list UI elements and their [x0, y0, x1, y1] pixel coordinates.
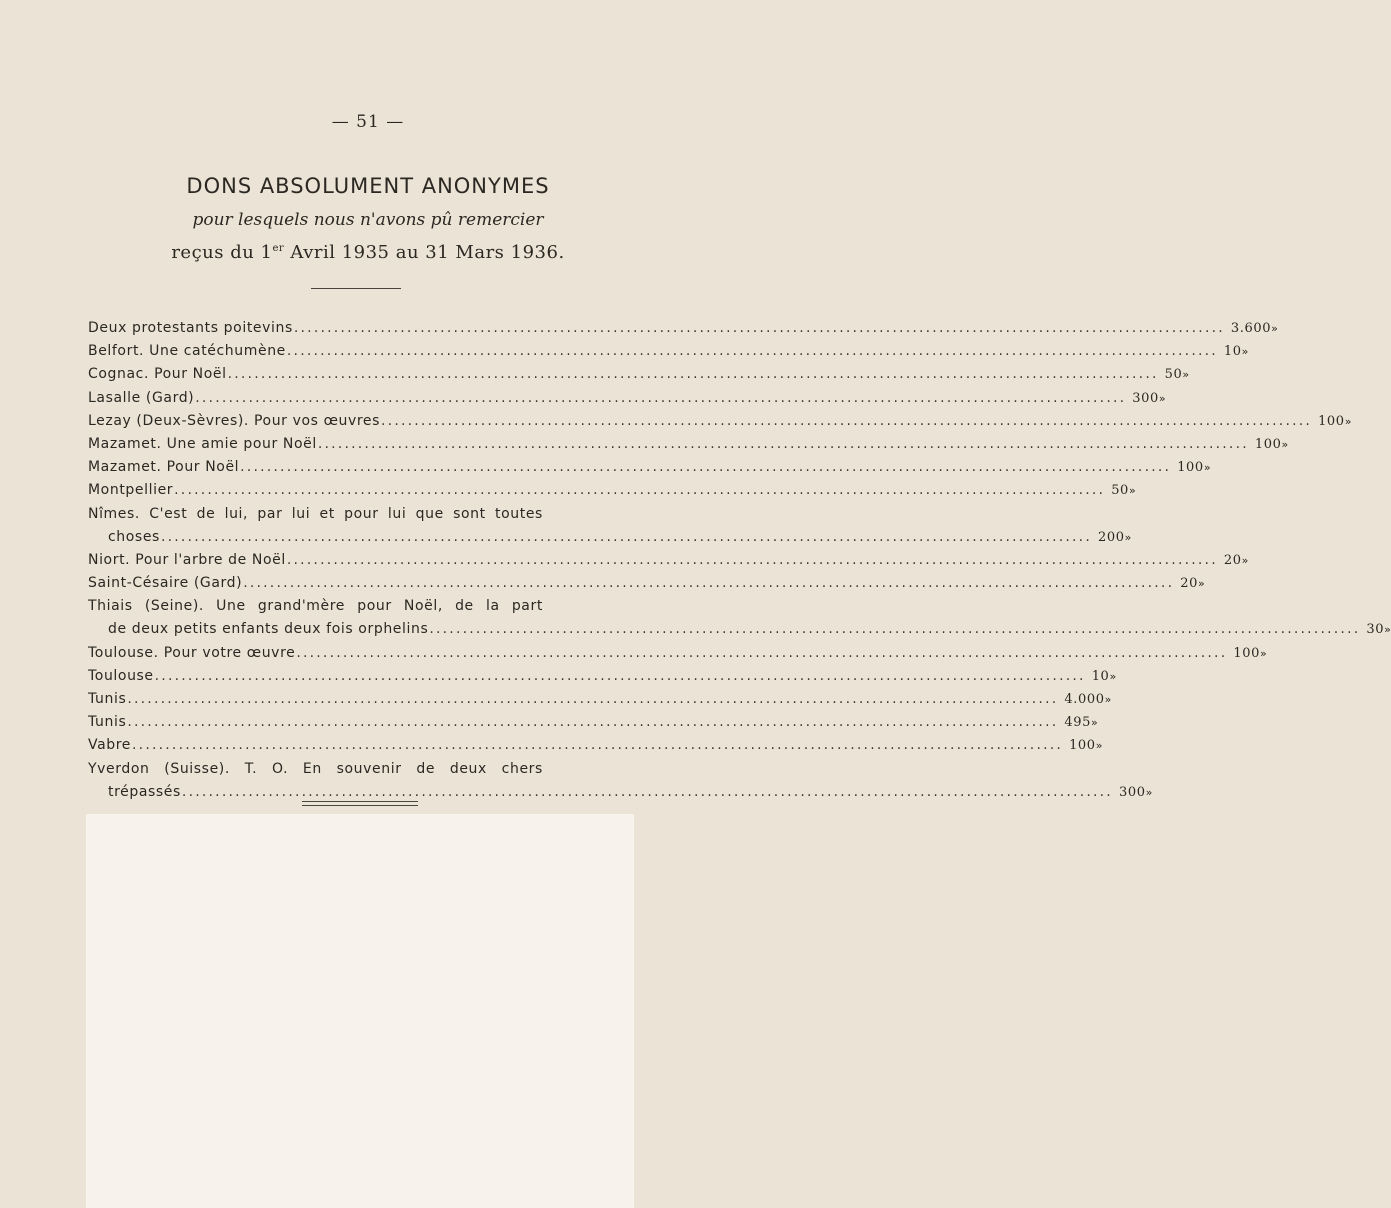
ditto-mark: » — [1203, 461, 1212, 475]
ditto-mark: » — [1091, 716, 1099, 730]
ditto-mark: » — [1281, 437, 1289, 451]
leader-dots: ............................................................................................................................................ — [286, 551, 1218, 568]
leader-dots: ............................................................................................................................................ — [240, 459, 1172, 476]
donation-amount: 100 — [1318, 413, 1345, 429]
donation-amount: 100 — [1069, 738, 1096, 754]
date-range-start: reçus du 1 — [171, 242, 273, 263]
donation-amount: 100 — [1233, 645, 1260, 661]
donation-label: Vabre — [88, 737, 132, 754]
ditto-mark: » — [1241, 553, 1249, 567]
donation-entry — [88, 340, 1250, 363]
donation-list — [88, 317, 1391, 804]
donation-amount: 50 — [1111, 483, 1129, 499]
page-subtitle: pour lesquels nous n'avons pû remercier — [192, 210, 544, 230]
leader-dots: ............................................................................................................................................ — [429, 621, 1361, 638]
leader-dots: ............................................................................................................................................ — [227, 366, 1159, 383]
ditto-mark: » — [1384, 623, 1391, 637]
donation-label-first-line: Thiais (Seine). Une grand'mère pour Noël, de la part — [88, 598, 543, 615]
ditto-mark: » — [1241, 345, 1250, 359]
donation-amount: 50 — [1164, 367, 1183, 383]
donation-amount: 495 — [1064, 715, 1092, 731]
donation-label: Montpellier — [88, 482, 174, 499]
leader-dots: ............................................................................................................................................ — [243, 575, 1175, 592]
leader-dots: ............................................................................................................................................ — [127, 714, 1059, 731]
list-end-divider — [302, 805, 418, 806]
donation-label: Lezay (Deux-Sèvres). Pour vos œuvres — [88, 412, 381, 429]
donation-amount: 30 — [1366, 622, 1385, 638]
donation-entry — [88, 387, 1167, 410]
donation-amount: 200 — [1097, 529, 1125, 545]
donation-entry — [88, 456, 1212, 479]
donation-amount: 10 — [1091, 668, 1110, 684]
leader-dots: ............................................................................................................................................ — [154, 667, 1086, 684]
donation-label: Toulouse. Pour votre œuvre — [88, 644, 296, 661]
donation-entry — [88, 503, 1132, 549]
donation-amount: 20 — [1223, 552, 1242, 568]
donation-amount: 10 — [1223, 344, 1242, 360]
pasted-paper-patch — [86, 814, 634, 1208]
donation-amount: 100 — [1177, 460, 1204, 476]
donation-label: Belfort. Une catéchumène — [88, 343, 286, 360]
ditto-mark: » — [1124, 530, 1132, 544]
ditto-mark: » — [1344, 414, 1353, 428]
donation-label: choses — [108, 528, 160, 545]
donation-label: Mazamet. Pour Noël — [88, 459, 240, 476]
donation-label: Lasalle (Gard) — [88, 389, 195, 406]
date-range-superscript: er — [272, 243, 285, 254]
ditto-mark: » — [1158, 391, 1167, 405]
ditto-mark: » — [1128, 484, 1137, 498]
donation-entry — [88, 363, 1190, 386]
leader-dots: ............................................................................................................................................ — [174, 482, 1106, 499]
ditto-mark: » — [1259, 646, 1268, 660]
donation-entry — [88, 317, 1279, 340]
leader-dots: ............................................................................................................................................ — [132, 737, 1064, 754]
donation-amount: 3.600 — [1230, 321, 1272, 336]
donation-label: de deux petits enfants deux fois orphelins — [108, 621, 429, 638]
donation-label-first-line: Nîmes. C'est de lui, par lui et pour lui que sont toutes — [88, 505, 543, 522]
ditto-mark: » — [1182, 368, 1190, 382]
leader-dots: ............................................................................................................................................ — [296, 644, 1228, 661]
donation-amount: 100 — [1254, 436, 1282, 452]
date-range-end: Avril 1935 au 31 Mars 1936. — [284, 242, 565, 263]
page-title: DONS ABSOLUMENT ANONYMES — [186, 174, 550, 198]
ditto-mark: » — [1109, 669, 1117, 683]
leader-dots: ............................................................................................................................................ — [181, 783, 1113, 800]
ditto-mark: » — [1145, 785, 1153, 799]
leader-dots: ............................................................................................................................................ — [317, 435, 1249, 452]
donation-label: Cognac. Pour Noël — [88, 366, 227, 383]
donation-amount: 4.000 — [1064, 692, 1105, 707]
donation-entry — [88, 572, 1206, 595]
donation-label: trépassés — [108, 783, 181, 800]
leader-dots: ............................................................................................................................................ — [160, 528, 1092, 545]
donation-amount: 300 — [1118, 784, 1146, 800]
donation-entry — [88, 479, 1137, 502]
donation-entry — [88, 688, 1112, 711]
date-range — [0, 242, 736, 263]
donation-entry — [88, 711, 1099, 734]
leader-dots: ............................................................................................................................................ — [381, 412, 1313, 429]
donation-entry — [88, 549, 1249, 572]
ditto-mark: » — [1095, 739, 1104, 753]
page-number: — 51 — — [331, 112, 405, 132]
donation-label: Mazamet. Une amie pour Noël — [88, 435, 317, 452]
donation-label: Tunis — [88, 714, 127, 731]
donation-entry — [88, 665, 1117, 688]
donation-label: Tunis — [88, 691, 127, 707]
leader-dots: ............................................................................................................................................ — [127, 691, 1059, 707]
list-end-divider — [302, 801, 418, 802]
ditto-mark: » — [1197, 577, 1206, 591]
donation-label: Toulouse — [88, 667, 154, 684]
donation-label: Deux protestants poitevins — [88, 320, 293, 336]
donation-entry — [88, 433, 1289, 456]
donation-amount: 20 — [1180, 576, 1198, 592]
leader-dots: ............................................................................................................................................ — [293, 320, 1225, 336]
donation-entry — [88, 758, 1153, 804]
ditto-mark: » — [1104, 693, 1112, 706]
donation-entry — [88, 642, 1268, 665]
title-divider — [311, 288, 401, 289]
leader-dots: ............................................................................................................................................ — [195, 389, 1127, 406]
donation-label-first-line: Yverdon (Suisse). T. O. En souvenir de deux chers — [88, 760, 543, 777]
donation-label: Niort. Pour l'arbre de Noël — [88, 551, 286, 568]
donation-label: Saint-Césaire (Gard) — [88, 575, 243, 592]
donation-entry — [88, 734, 1104, 757]
donation-entry — [88, 595, 1391, 641]
ditto-mark: » — [1271, 322, 1279, 335]
donation-amount: 300 — [1132, 390, 1159, 406]
donation-entry — [88, 410, 1353, 433]
leader-dots: ............................................................................................................................................ — [286, 343, 1218, 360]
